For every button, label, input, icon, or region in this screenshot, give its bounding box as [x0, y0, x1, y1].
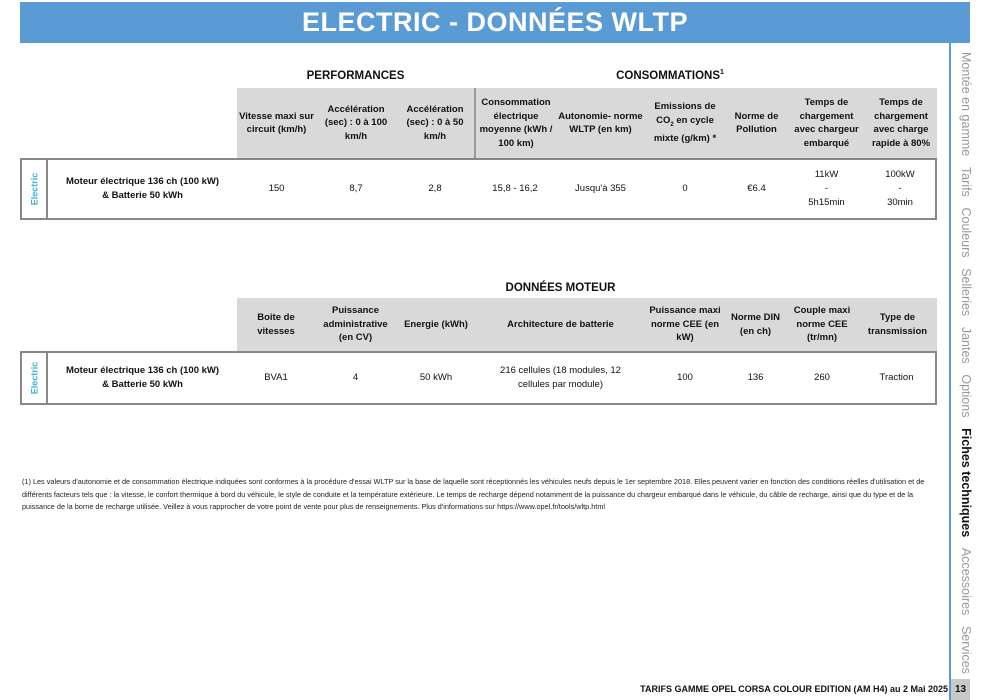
group-performances: PERFORMANCES — [306, 70, 405, 82]
nav-item-montee-en-gamme[interactable]: Montée en gamme — [959, 52, 973, 157]
cell-acc50: 2,8 — [428, 183, 442, 194]
col-acceleration-100: Accélération (sec) : 0 à 100 km/h — [324, 103, 388, 142]
col-norme-din: Norme DIN (en ch) — [730, 312, 781, 337]
model-cell — [48, 160, 237, 218]
value: 100kW — [885, 169, 915, 180]
col-transmission: Type de transmission — [867, 312, 928, 337]
table1-header — [237, 88, 937, 158]
cell-transmission: Traction — [879, 372, 914, 383]
group-consommations-label: CONSOMMATIONS — [616, 69, 720, 82]
value: - — [898, 183, 902, 194]
table2-header — [237, 298, 937, 351]
col-vitesse: Vitesse maxi sur circuit (km/h) — [239, 110, 314, 135]
col-energie: Energie (kWh) — [404, 318, 468, 330]
cell-co2: 0 — [682, 183, 688, 194]
category-text: Electric — [29, 361, 39, 395]
model-cell — [48, 353, 237, 403]
table-row — [20, 351, 937, 405]
col-temps-chargement: Temps de chargement avec chargeur embarqué — [794, 97, 859, 149]
cell-acc100: 8,7 — [349, 183, 363, 194]
cell-charge-fast — [865, 160, 935, 218]
value: 11kW — [814, 169, 839, 180]
nav-item-tarifs[interactable]: Tarifs — [959, 166, 973, 197]
cell-vitesse: 150 — [268, 183, 285, 194]
category-label — [22, 353, 48, 403]
model-line2: & Batterie 50 kWh — [102, 379, 183, 390]
cell-couple: 260 — [814, 372, 830, 383]
cell-charge-onboard — [788, 160, 865, 218]
col-puissance-maxi: Puissance maxi norme CEE (en kW) — [649, 305, 721, 344]
co2-sub: 2 — [670, 121, 674, 128]
nav-item-selleries[interactable]: Selleries — [959, 268, 973, 317]
value: 5h15min — [808, 197, 845, 208]
nav-divider — [949, 43, 951, 700]
col-acceleration-50: Accélération (sec) : 0 à 50 km/h — [406, 103, 464, 142]
cell-architecture: 216 cellules (18 modules, 12 cellules par module) — [500, 365, 621, 390]
table-row — [20, 158, 937, 220]
footer-text: TARIFS GAMME OPEL CORSA COLOUR EDITION (AM H4) au 2 Mai 2025 — [640, 684, 948, 694]
col-architecture: Architecture de batterie — [507, 318, 614, 330]
group-donnees-moteur: DONNÉES MOTEUR — [505, 282, 616, 294]
cell-puissance-admin: 4 — [352, 372, 359, 383]
cell-autonomie: Jusqu'à 355 — [575, 183, 626, 194]
col-boite: Boite de vitesses — [257, 312, 295, 337]
col-puissance-admin: Puissance administrative (en CV) — [323, 305, 388, 344]
model-line1: Moteur électrique 136 ch (100 kW) — [65, 176, 220, 187]
nav-item-couleurs[interactable]: Couleurs — [959, 207, 973, 258]
co2-post: en cycle mixte (g/km) * — [653, 114, 717, 145]
col-emissions-co2 — [645, 88, 725, 158]
col-consommation: Consommation électrique moyenne (kWh / 100 km) — [474, 88, 556, 158]
cell-norme: €6.4 — [747, 183, 766, 194]
side-nav — [953, 52, 973, 677]
cell-puissance-maxi: 100 — [677, 372, 693, 383]
value: - — [824, 183, 829, 194]
nav-item-accessoires[interactable]: Accessoires — [959, 547, 973, 616]
co2-pre: Emissions de CO — [654, 101, 716, 126]
cell-norme-din: 136 — [747, 372, 764, 383]
nav-item-services[interactable]: Services — [959, 625, 973, 674]
page-title: ELECTRIC - DONNÉES WLTP — [20, 2, 970, 43]
category-text: Electric — [29, 172, 39, 206]
cell-energie: 50 kWh — [419, 372, 453, 383]
col-autonomie: Autonomie- norme WLTP (en km) — [558, 110, 643, 135]
model-line2: & Batterie 50 kWh — [102, 190, 183, 201]
cell-boite: BVA1 — [264, 372, 288, 383]
footnote-ref: 1 — [720, 69, 724, 76]
col-couple: Couple maxi norme CEE (tr/mn) — [793, 305, 851, 344]
nav-item-options[interactable]: Options — [959, 374, 973, 418]
nav-item-fiches-techniques[interactable]: Fiches techniques — [959, 428, 973, 538]
cell-consommation: 15,8 - 16,2 — [492, 183, 538, 194]
col-temps-rapide: Temps de chargement avec charge rapide à 80% — [871, 97, 931, 149]
value: 30min — [887, 197, 913, 208]
footnote: (1) Les valeurs d'autonomie et de consommation électrique indiquées sont conformes à la procédure d'essai WLTP sur la base de laquelle sont réceptionnés les véhicules neufs depuis le 1er septembre 2018. Elles peuvent varier en fonction des conditions réelles d'utilisation et de différents facteurs tels que : la vitesse, le confort thermique à bord du véhicule, le style de conduite et la température extérieure. Le temps de recharge dépend notamment de la puissance du chargeur embarqué dans le véhicule, du câble de recharge, ainsi que du type et de la puissance de la borne de recharge utilisée. Veillez à vous rapprocher de votre point de vente pour plus de renseignements. Plus d'informations sur https://www.opel.fr/tools/wltp.html — [22, 477, 925, 511]
model-line1: Moteur électrique 136 ch (100 kW) — [65, 365, 220, 376]
nav-item-jantes[interactable]: Jantes — [959, 326, 973, 364]
page-number: 13 — [951, 679, 970, 700]
group-consommations — [560, 69, 780, 82]
col-norme-pollution: Norme de Pollution — [734, 110, 779, 135]
category-label — [22, 160, 48, 218]
